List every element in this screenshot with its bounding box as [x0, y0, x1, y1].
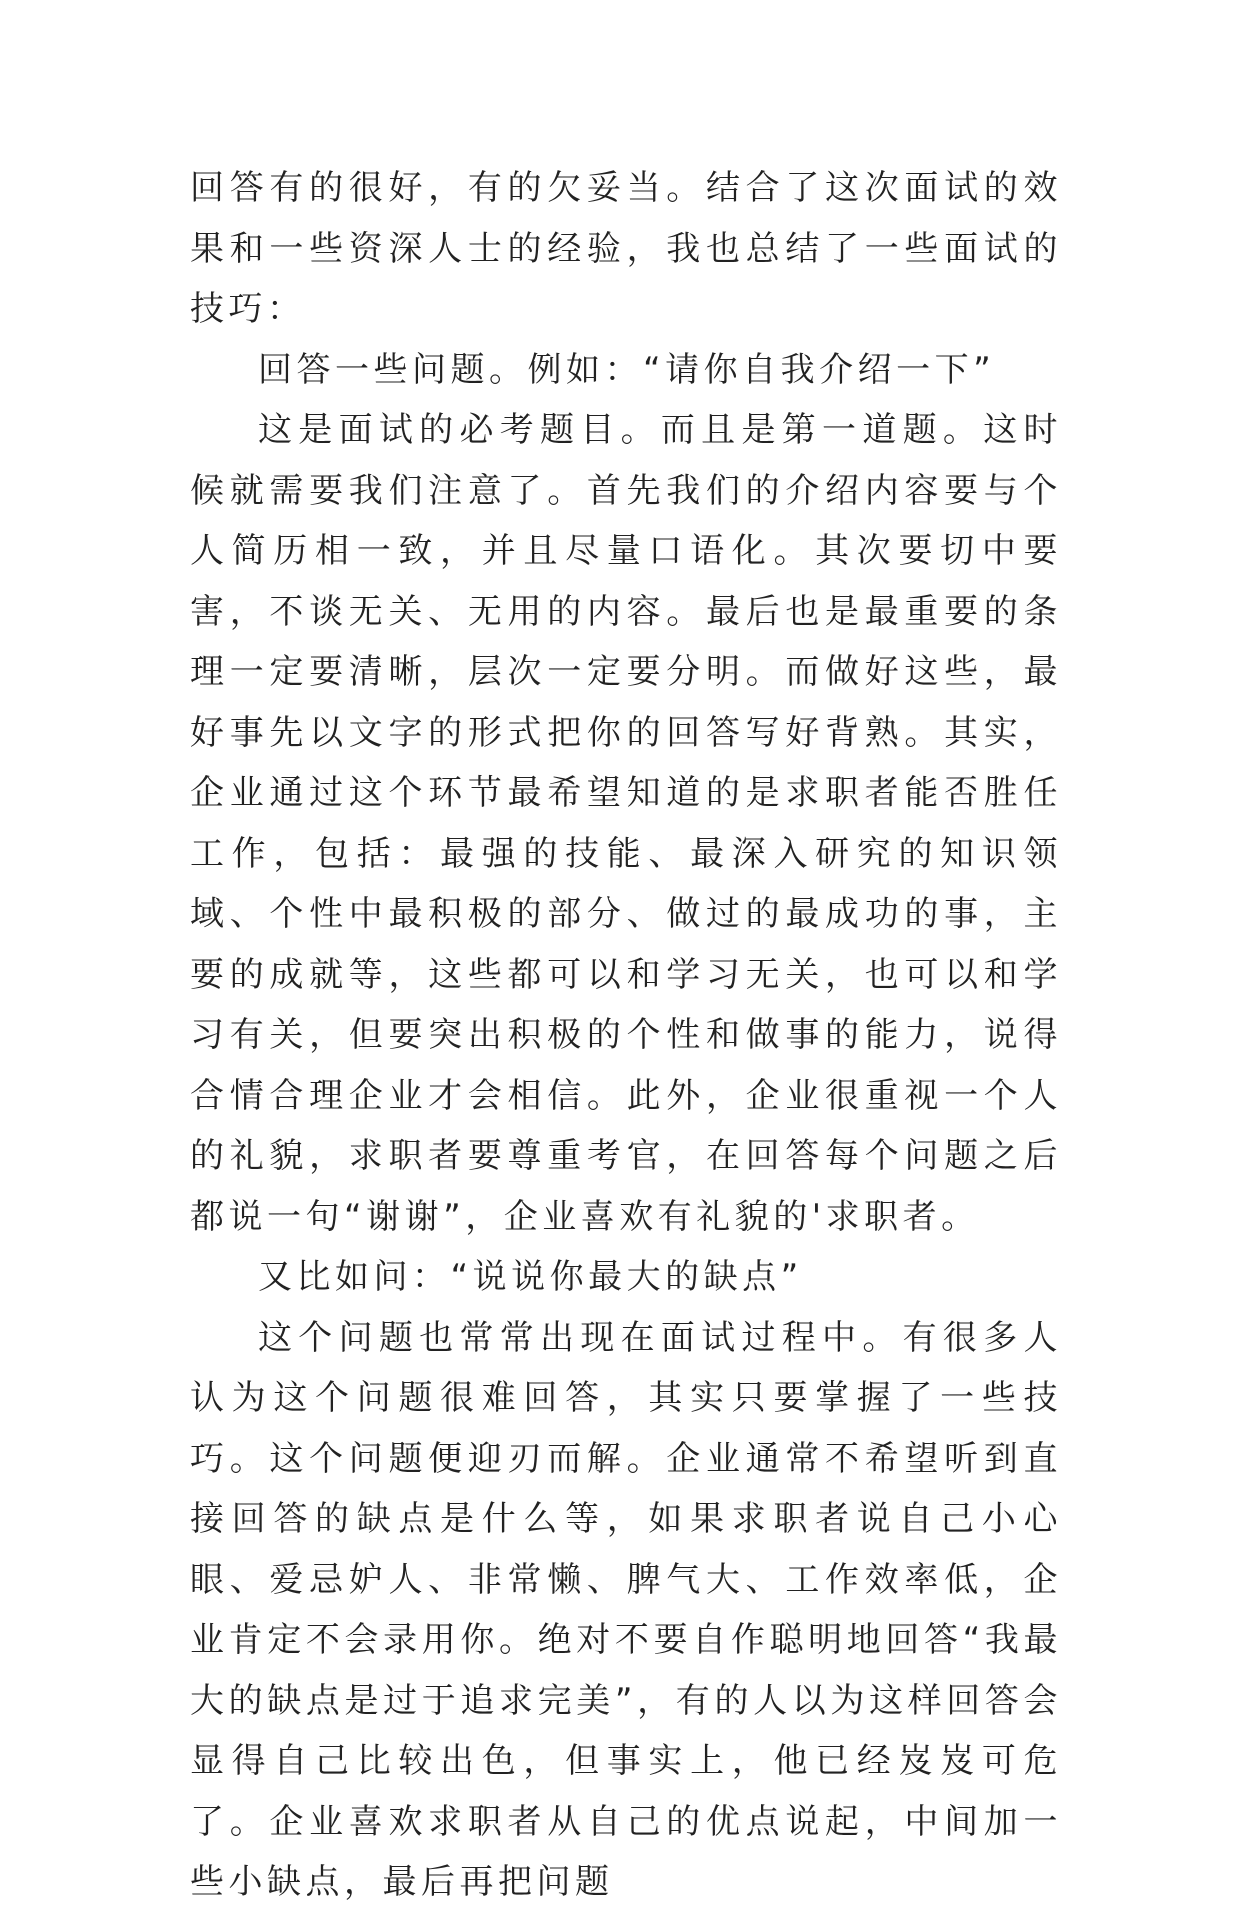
paragraph-intro: 回答有的很好，有的欠妥当。结合了这次面试的效果和一些资深人士的经验，我也总结了一些面试的技巧：: [190, 168, 1062, 329]
document-body: [190, 158, 1062, 1913]
paragraph-weakness-advice: 这个问题也常常出现在面试过程中。有很多人认为这个问题很难回答，其实只要掌握了一些技巧。这个问题便迎刃而解。企业通常不希望听到直接回答的缺点是什么等，如果求职者说自己小心眼、爱忌妒人、非常懒、脾气大、工作效率低，企业肯定不会录用你。绝对不要自作聪明地回答“我最大的缺点是过于追求完美”，有的人以为这样回答会显得自己比较出色，但事实上，他已经岌岌可危了。企业喜欢求职者从自己的优点说起，中间加一些小缺点，最后再把问题: [190, 1317, 1062, 1902]
paragraph-question-self-intro: 回答一些问题。例如：“请你自我介绍一下”: [258, 349, 996, 390]
paragraph-self-intro-advice: 这是面试的必考题目。而且是第一道题。这时候就需要我们注意了。首先我们的介绍内容要与个人简历相一致，并且尽量口语化。其次要切中要害，不谈无关、无用的内容。最后也是最重要的条理一定要清晰，层次一定要分明。而做好这些，最好事先以文字的形式把你的回答写好背熟。其实，企业通过这个环节最希望知道的是求职者能否胜任工作，包括：最强的技能、最深入研究的知识领域、个性中最积极的部分、做过的最成功的事，主要的成就等，这些都可以和学习无关，也可以和学习有关，但要突出积极的个性和做事的能力，说得合情合理企业才会相信。此外，企业很重视一个人的礼貌，求职者要尊重考官，在回答每个问题之后都说一句“谢谢”，企业喜欢有礼貌的'求职者。: [190, 410, 1062, 1237]
paragraph-question-weakness: 又比如问：“说说你最大的缺点”: [258, 1257, 803, 1297]
